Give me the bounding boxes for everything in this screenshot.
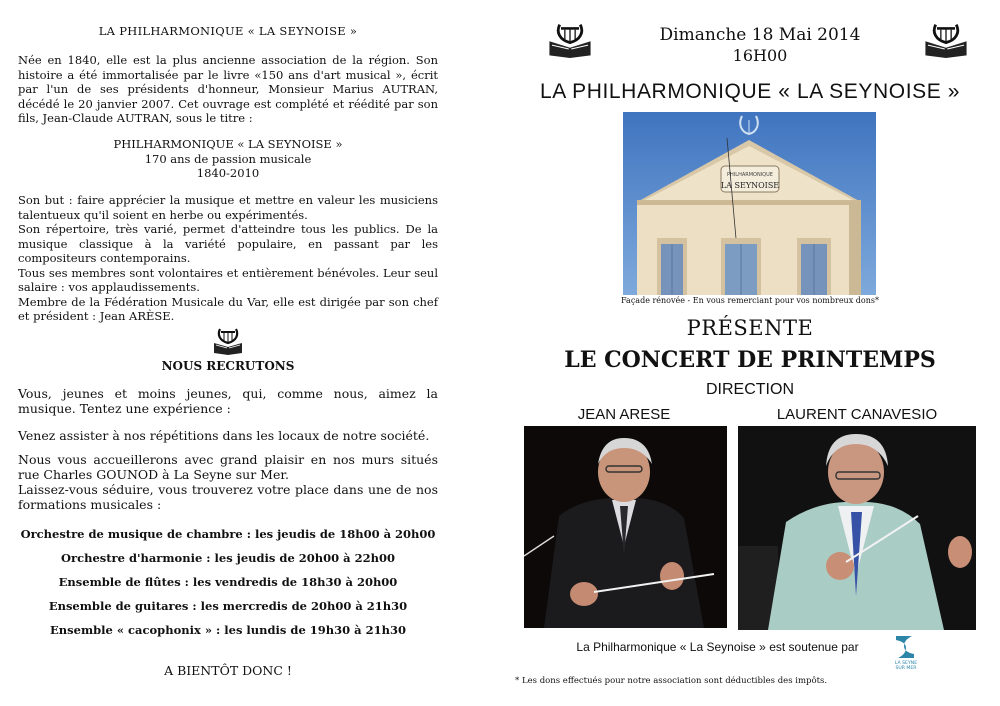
schedule-item: Ensemble de guitares : les mercredis de 20h00 à 21h30 xyxy=(48,599,408,613)
lyre-emblem-left-icon xyxy=(545,22,595,58)
conductor-1-photo xyxy=(524,426,727,628)
org-title: LA PHILHARMONIQUE « LA SEYNOISE » xyxy=(539,80,961,103)
event-time: 16H00 xyxy=(732,46,788,65)
recruit-heading: NOUS RECRUTONS xyxy=(161,359,295,373)
recruit-paragraph-1: Vous, jeunes et moins jeunes, qui, comme nous, aimez la musique. Tentez une expérience : xyxy=(18,386,438,416)
conductor-2-name: LAURENT CANAVESIO xyxy=(776,406,938,423)
goal-paragraph: Son but : faire apprécier la musique et mettre en valeur les musiciens talentueux qu'il soient en herbe ou expérimentés. xyxy=(18,193,438,222)
recruit-paragraph-4: Laissez-vous séduire, vous trouverez votre place dans une de nos formations musicales : xyxy=(18,482,438,512)
left-header: LA PHILHARMONIQUE « LA SEYNOISE » xyxy=(98,24,358,38)
intro-paragraph: Née en 1840, elle est la plus ancienne association de la région. Son histoire a été immortalisée par le livre «150 ans d'art musical », écrit par l'un de ses présidents d'honneur, Monsieur Marius AUTRAN, décédé le 20 janvier 2007. Cet ouvrage est complété et réédité par son fils, Jean-Claude AUTRAN, sous le titre : xyxy=(18,53,438,125)
direction-label: DIRECTION xyxy=(706,381,794,398)
footnote: * Les dons effectués pour notre association sont déductibles des impôts. xyxy=(515,676,828,686)
schedule-list xyxy=(18,527,438,647)
closing-text: A BIENTÔT DONC ! xyxy=(164,663,292,678)
left-panel xyxy=(18,0,438,706)
schedule-item: Orchestre de musique de chambre : les jeudis de 18h00 à 20h00 xyxy=(20,527,436,541)
book-title-line-2: 170 ans de passion musicale xyxy=(144,151,312,166)
concert-title: LE CONCERT DE PRINTEMPS xyxy=(564,347,936,373)
members-paragraph: Tous ses membres sont volontaires et entièrement bénévoles. Leur seul salaire : vos applaudissements. xyxy=(18,265,438,294)
federation-paragraph: Membre de la Fédération Musicale du Var, elle est dirigée par son chef et président : Jean ARÈSE. xyxy=(18,294,438,323)
photo-caption: Façade rénovée - En vous remerciant pour vos nombreux dons* xyxy=(621,296,879,305)
about-block xyxy=(18,193,438,324)
building-photo xyxy=(623,112,876,295)
presents-heading: PRÉSENTE xyxy=(686,316,814,340)
event-date: Dimanche 18 Mai 2014 xyxy=(659,25,861,45)
support-text: La Philharmonique « La Seynoise » est soutenue par xyxy=(576,640,859,654)
schedule-item: Orchestre d'harmonie : les jeudis de 20h00 à 22h00 xyxy=(61,551,395,565)
recruit-paragraph-2: Venez assister à nos répétitions dans les locaux de notre société. xyxy=(18,428,430,443)
lyre-emblem-right-icon xyxy=(921,22,971,58)
logo-text-2: SUR MER xyxy=(895,666,917,670)
right-panel xyxy=(505,0,1000,706)
recruit-paragraph-3: Nous vous accueillerons avec grand plaisir en nos murs situés rue Charles GOUNOD à La Seyne sur Mer. xyxy=(18,452,438,482)
building-sign-line-2: LA SEYNOISE xyxy=(720,181,780,190)
schedule-item: Ensemble de flûtes : les vendredis de 18h30 à 20h00 xyxy=(58,575,398,589)
schedule-item: Ensemble « cacophonix » : les lundis de 19h30 à 21h30 xyxy=(50,623,406,637)
building-sign-line-1: PHILHARMONIQUE xyxy=(727,172,773,178)
book-title-line-1: PHILHARMONIQUE « LA SEYNOISE » xyxy=(113,137,343,151)
book-title xyxy=(18,137,438,181)
logo-text-1: LA SEYNE xyxy=(894,661,918,666)
repertoire-paragraph: Son répertoire, très varié, permet d'atteindre tous les publics. De la musique classique à la variété populaire, en passant par les compositeurs contemporains. xyxy=(18,222,438,265)
book-title-line-3: 1840-2010 xyxy=(196,166,260,180)
la-seyne-logo xyxy=(890,634,922,670)
conductor-1-name: JEAN ARESE xyxy=(577,406,671,423)
lyre-emblem-icon xyxy=(210,327,246,355)
conductor-2-photo xyxy=(738,426,976,630)
